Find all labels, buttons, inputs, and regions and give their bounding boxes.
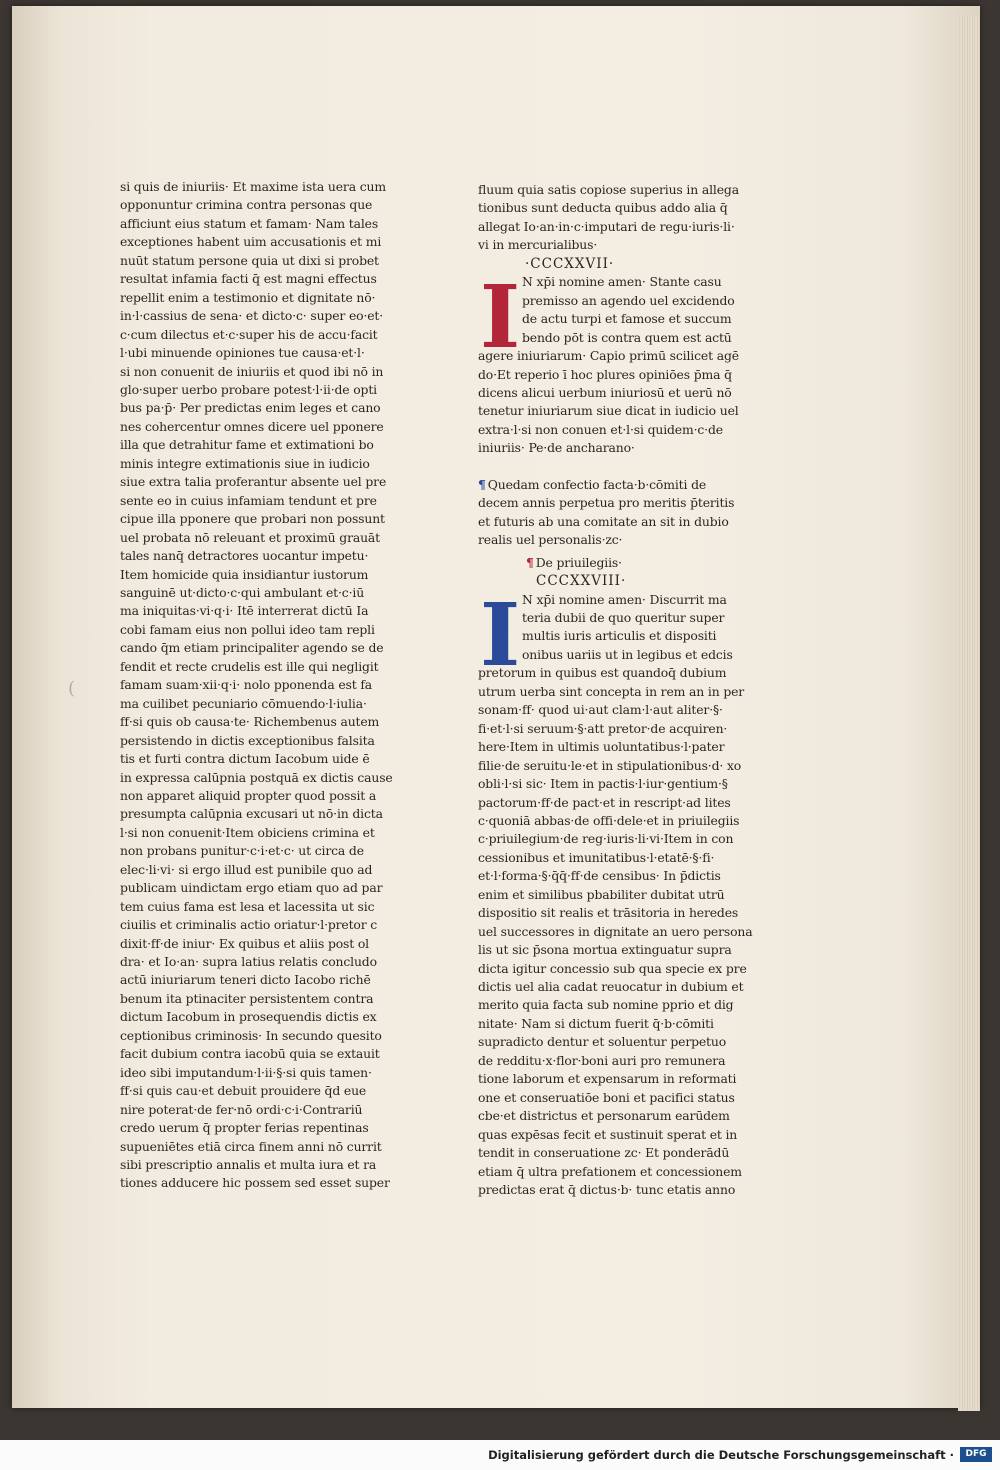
text-line: in expressa calūpnia postquā ex dictis cause [120, 769, 393, 785]
text-line: cessionibus et imunitatibus·l·etatē·§·fi· [478, 849, 715, 865]
consilium-number-2: CCCXXVIII· [536, 573, 627, 590]
text-line: ceptionibus criminosis· In secundo quesito [120, 1027, 382, 1043]
text-line: afficiunt eius statum et famam· Nam tales [120, 215, 379, 231]
text-line: sanguinē ut·dicto·c·qui ambulant et·c·iū [120, 584, 365, 600]
text-line: l·si non conuenit·Item obiciens crimina et [120, 824, 375, 840]
text-line: dictum Iacobum in prosequendis dictis ex [120, 1009, 377, 1025]
text-line: predictas erat q̄ dictus·b· tunc etatis anno [478, 1182, 736, 1198]
text-line: nitate· Nam si dictum fuerit q̄·b·cōmiti [478, 1015, 714, 1031]
text-line [478, 476, 763, 494]
text-line: vi in mercurialibus· [478, 237, 598, 253]
text-line: sente eo in cuius infamiam tendunt et pre [120, 492, 377, 508]
text-line: ciuilis et criminalis actio oriatur·l·pretor c [120, 917, 378, 933]
initial-letter-red: I [480, 267, 521, 369]
text-line: siue extra talia proferantur absente uel pre [120, 474, 387, 490]
text-line: fi·et·l·si seruum·§·att pretor·de acquiren· [478, 720, 728, 736]
text-line: si quis de iniuriis· Et maxime ista uera cum [120, 179, 386, 194]
text-line: tenetur iniuriarum siue dicat in iudicio uel [478, 403, 739, 419]
text-line: ma iniquitas·vi·q·i· Itē interrerat dictū Ia [120, 603, 369, 619]
text-line: tendit in conseruatione zc· Et ponderādū [478, 1145, 730, 1161]
text-line: bendo pōt is contra quem est actū [522, 329, 732, 345]
text-line: multis iuris articulis et dispositi [522, 628, 717, 644]
text-line: benum ita ptinaciter persistentem contra [120, 990, 374, 1006]
rubric-line [526, 554, 763, 572]
text-line: de redditu·x·flor·boni auri pro remunera [478, 1052, 726, 1068]
text-line: l·ubi minuende opiniones tue causa·et·l· [120, 345, 365, 361]
text-line: pactorum·ff·de pact·et in rescript·ad lites [478, 794, 731, 810]
text-line: enim et similibus pbabiliter dubitat utrū [478, 886, 725, 902]
text-line: famam suam·xii·q·i· nolo pponenda est fa [120, 677, 373, 693]
margin-mark: ( [68, 678, 76, 699]
paragraph-mark-red: ¶ [526, 554, 534, 570]
text-line: supradicto dentur et soluentur perpetuo [478, 1034, 727, 1050]
footer-bar [0, 1440, 1000, 1470]
text-line: sibi prescriptio annalis et multa iura et ra [120, 1157, 377, 1173]
text-line: actū iniuriarum teneri dicto Iacobo richē [120, 972, 371, 988]
text-line: N xp̄i nomine amen· Stante casu [522, 274, 722, 290]
text-line: dictis uel alia cadat reuocatur in dubium et [478, 979, 744, 995]
text-line: tem cuius fama est lesa et lacessita ut sic [120, 898, 375, 914]
dfg-logo: DFG [960, 1447, 992, 1462]
text-line: tis et furti contra dictum Iacobum uide ē [120, 751, 370, 767]
text-line: cipue illa pponere que probari non possunt [120, 511, 385, 527]
text-line: pretorum in quibus est quandoq̄ dubium [478, 665, 727, 681]
text-line: non apparet aliquid propter quod possit a [120, 787, 377, 803]
consilium-1-indented-lines [522, 273, 763, 347]
text-line: iniuriis· Pe·de ancharano· [478, 440, 635, 456]
text-line: ideo sibi imputandum·l·ii·§·si quis tamen· [120, 1064, 372, 1080]
text-line: cando q̄m etiam principaliter agendo se de [120, 640, 384, 656]
text-line: bus pa·p̄· Per predictas enim leges et cano [120, 400, 381, 416]
page-edges [958, 16, 980, 1411]
text-line: dra· et Io·an· supra latius relatis concludo [120, 954, 377, 970]
text-line: presumpta calūpnia excusari ut nō·in dicta [120, 806, 383, 822]
summary-first-line: Quedam confectio facta·b·cōmiti de [487, 476, 707, 492]
text-line: lis ut sic p̄sona mortua extinguatur supra [478, 942, 732, 958]
text-line: illa que detrahitur fame et extimationi bo [120, 437, 374, 453]
text-line: elec·li·vi· si ergo illud est punibile quo ad [120, 861, 373, 877]
text-line: allegat Io·an·in·c·imputari de regu·iuris·li· [478, 218, 735, 234]
text-line: supueniētes etiā circa finem anni nō currit [120, 1138, 382, 1154]
text-line: c·cum dilectus et·c·super his de accu·facit [120, 326, 378, 342]
text-line: do·Et reperio ī hoc plures opiniōes p̄ma q̄ [478, 366, 732, 382]
text-line: Item homicide quia insidiantur iustorum [120, 566, 369, 582]
text-line: ff·si quis cau·et debuit prouidere q̄d eue [120, 1083, 367, 1099]
right-text-column [478, 181, 763, 1199]
rubric-text: De priuilegiis· [535, 554, 622, 570]
text-line: tione laborum et expensarum in reformati [478, 1071, 737, 1087]
initial-letter-blue: I [480, 584, 521, 686]
text-line: exceptiones habent uim accusationis et mi [120, 234, 382, 250]
text-line: glo·super uerbo probare potest·l·ii·de opti [120, 381, 377, 397]
text-line: N xp̄i nomine amen· Discurrit ma [522, 591, 727, 607]
text-line: cbe·et districtus et personarum earūdem [478, 1108, 730, 1124]
text-line: dicens alicui uerbum iniuriosū et uerū nō [478, 384, 732, 400]
text-line: non probans punitur·c·i·et·c· ut circa de [120, 843, 364, 859]
text-line: nes cohercentur omnes dicere uel pponere [120, 418, 384, 434]
text-line: ma cuilibet pecuniario cōmuendo·l·iulia· [120, 695, 367, 711]
text-line: fendit et recte crudelis est ille qui negligit [120, 658, 379, 674]
text-line: credo uerum q̄ propter ferias repentinas [120, 1120, 369, 1136]
text-line: decem annis perpetua pro meritis p̄teritis [478, 495, 735, 511]
text-line: uel probata nō releuant et proximū grauāt [120, 529, 380, 545]
text-line: in·l·cassius de sena· et dicto·c· super eo·et· [120, 308, 384, 324]
consilium-1-lines [478, 347, 763, 458]
right-column-continuation [478, 181, 763, 255]
text-line: onibus uariis ut in legibus et edcis [522, 646, 733, 662]
text-line: tiones adducere hic possem sed esset super [120, 1175, 390, 1191]
text-line: dicta igitur concessio sub qua specie ex pre [478, 960, 747, 976]
summary-paragraph [478, 476, 763, 550]
text-line: cobi famam eius non pollui ideo tam repli [120, 621, 375, 637]
text-line: fluum quia satis copiose superius in allega [478, 182, 739, 197]
text-line: nuūt statum persone quia ut dixi si probet [120, 252, 379, 268]
text-line: c·priuilegium·de reg·iuris·li·vi·Item in con [478, 831, 734, 847]
consilium-2-indented-lines [522, 591, 763, 665]
text-line: facit dubium contra iacobū quia se extauit [120, 1046, 380, 1062]
text-line: ff·si quis ob causa·te· Richembenus autem [120, 714, 380, 730]
text-line: obli·l·si sic· Item in pactis·l·iur·gentium·§ [478, 776, 728, 792]
text-line: opponuntur crimina contra personas que [120, 197, 373, 213]
text-line: teria dubii de quo queritur super [522, 609, 725, 625]
text-line: tales nanq̄ detractores uocantur impetu· [120, 548, 369, 564]
left-text-column [120, 178, 400, 1193]
text-line: et futuris ab una comitate an sit in dubio [478, 513, 729, 529]
text-line: merito quia facta sub nomine pprio et dig [478, 997, 734, 1013]
text-line: repellit enim a testimonio et dignitate nō· [120, 289, 376, 305]
text-line: agere iniuriarum· Capio primū scilicet agē [478, 348, 739, 364]
paragraph-mark-blue: ¶ [478, 476, 486, 492]
text-line: extra·l·si non conuen et·l·si quidem·c·de [478, 421, 723, 437]
text-line: publicam uindictam ergo etiam quo ad par [120, 880, 383, 896]
text-line: dispositio sit realis et trāsitoria in heredes [478, 905, 739, 921]
text-line: minis integre extimationis siue in iudicio [120, 455, 370, 471]
text-line: nire poterat·de fer·nō ordi·c·i·Contrariū [120, 1101, 363, 1117]
text-line: quas expēsas fecit et sustinuit sperat et in [478, 1126, 738, 1142]
text-line: here·Item in ultimis uoluntatibus·l·pater [478, 739, 725, 755]
text-line: one et conseruatiōe boni et pacifici status [478, 1089, 735, 1105]
footer-credit: Digitalisierung gefördert durch die Deutsche Forschungsgemeinschaft · [488, 1448, 954, 1462]
text-line: persistendo in dictis exceptionibus falsita [120, 732, 375, 748]
text-line: si non conuenit de iniuriis et quod ibi nō in [120, 363, 384, 379]
text-line: realis uel personalis·zc· [478, 532, 623, 548]
text-line: filie·de seruitu·le·et in stipulationibus·d· xo [478, 757, 742, 773]
text-line: tionibus sunt deducta quibus addo alia q̄ [478, 200, 728, 216]
text-line: sonam·ff· quod ui·aut clam·l·aut aliter·§· [478, 702, 723, 718]
text-line: dixit·ff·de iniur· Ex quibus et aliis post ol [120, 935, 369, 951]
text-line: resultat infamia facti q̄ est magni effectus [120, 271, 377, 287]
consilium-number-1: ·CCCXXVII· [525, 255, 615, 272]
text-line: et·l·forma·§·q̄q̄·ff·de censibus· In p̄dictis [478, 868, 721, 884]
text-line: de actu turpi et famose et succum [522, 311, 732, 327]
text-line: uel successores in dignitate an uero persona [478, 923, 753, 939]
text-line: premisso an agendo uel excidendo [522, 292, 735, 308]
text-line: etiam q̄ ultra prefationem et concessionem [478, 1163, 742, 1179]
text-line: c·quoniā abbas·de offi·dele·et in priuilegiis [478, 812, 740, 828]
consilium-2-lines [478, 664, 763, 1199]
text-line: utrum uerba sint concepta in rem an in per [478, 683, 745, 699]
